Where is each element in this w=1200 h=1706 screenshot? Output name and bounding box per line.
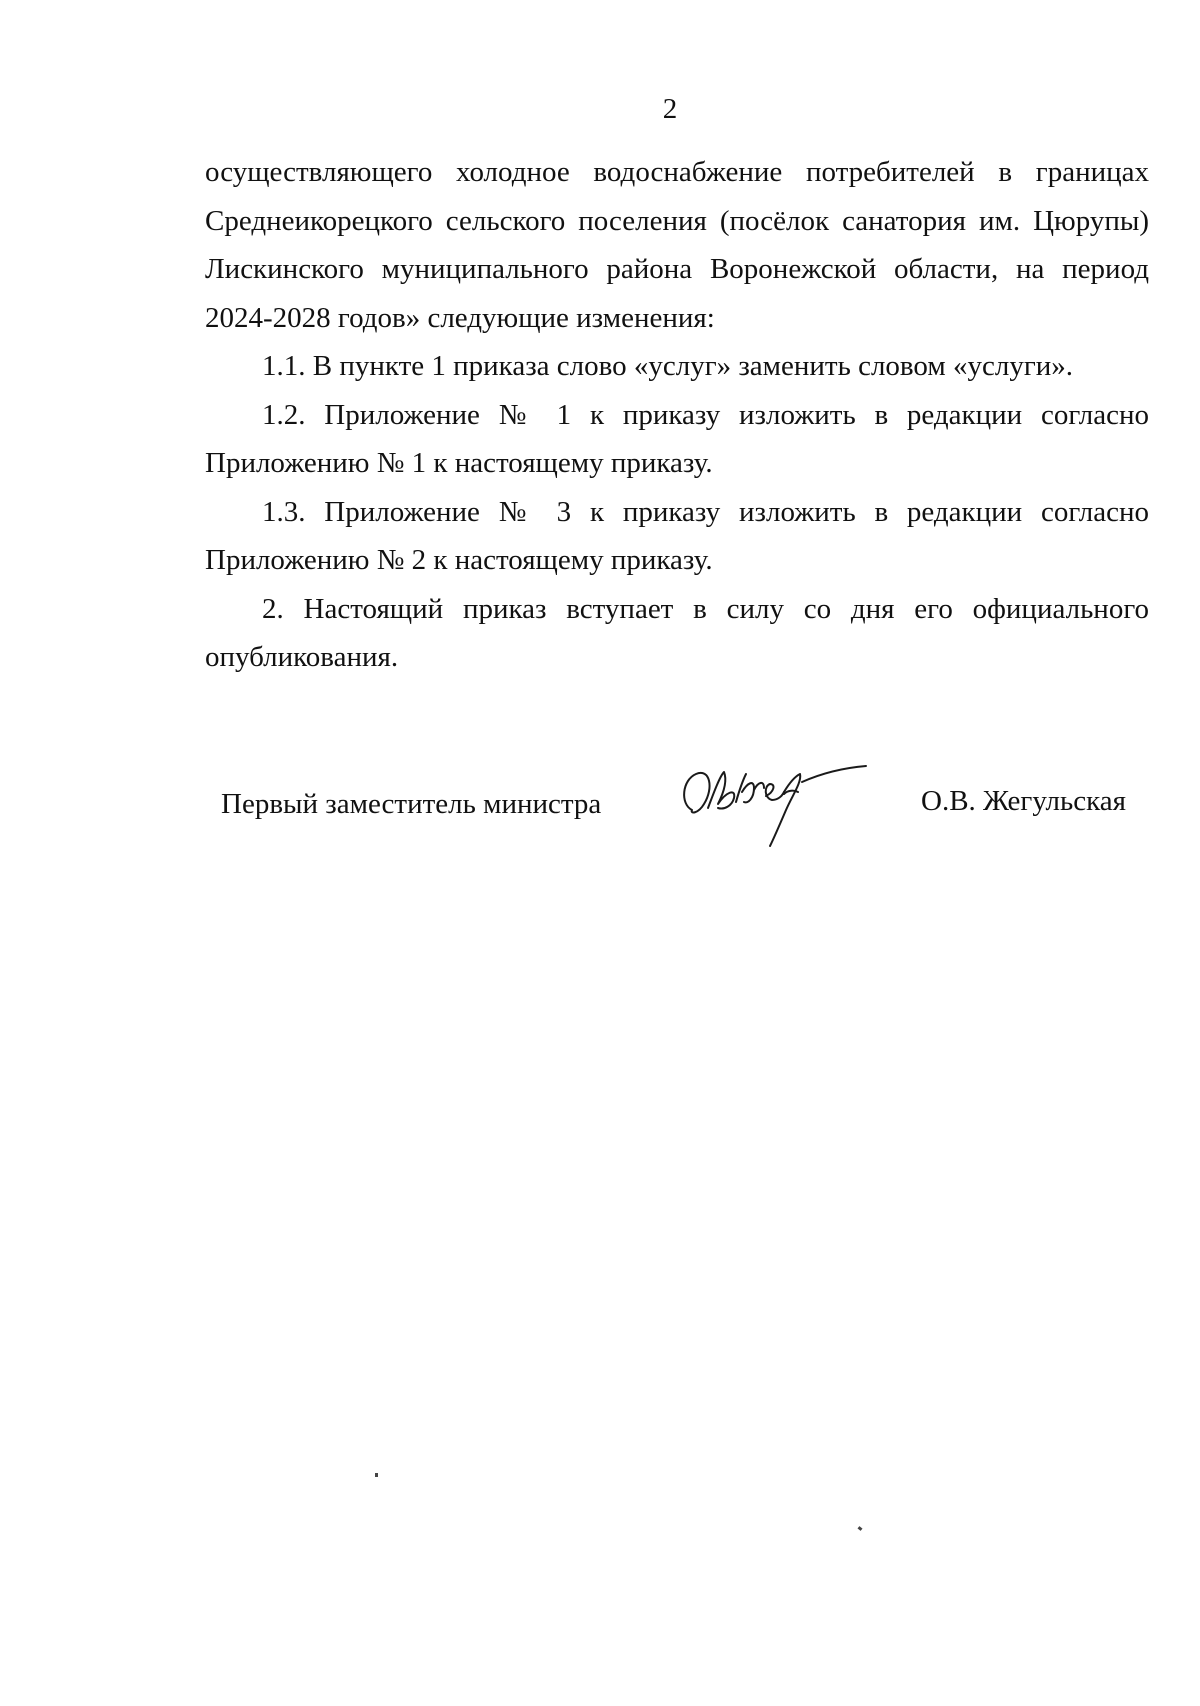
scan-speck <box>858 1526 863 1531</box>
signatory-position: Первый заместитель министра <box>221 788 602 820</box>
paragraph-item-1-3: 1.3. Приложение № 3 к приказу изложить в редакции согласно Приложению № 2 к настоящему приказу. <box>205 495 1149 576</box>
paragraph-continuation: осуществляющего холодное водоснабжение потребителей в границах Среднеикорецкого сельского поселения (посёлок санатория им. Цюрупы) Лискинского муниципального района Воронежской области, на период 2024-2028 годов» следующие изменения: <box>205 156 1149 334</box>
page-number: 2 <box>662 93 678 125</box>
paragraph-item-1-1: 1.1. В пункте 1 приказа слово «услуг» заменить словом «услуги». <box>262 350 1073 382</box>
paragraph-item-2: 2. Настоящий приказ вступает в силу со дня его официального опубликования. <box>205 592 1149 673</box>
paragraph-item-1-2: 1.2. Приложение № 1 к приказу изложить в редакции согласно Приложению № 1 к настоящему приказу. <box>205 398 1149 479</box>
scan-speck <box>375 1473 378 1477</box>
document-body <box>205 148 1149 682</box>
handwritten-signature <box>670 752 890 852</box>
signatory-name: О.В. Жегульская <box>921 785 1126 817</box>
